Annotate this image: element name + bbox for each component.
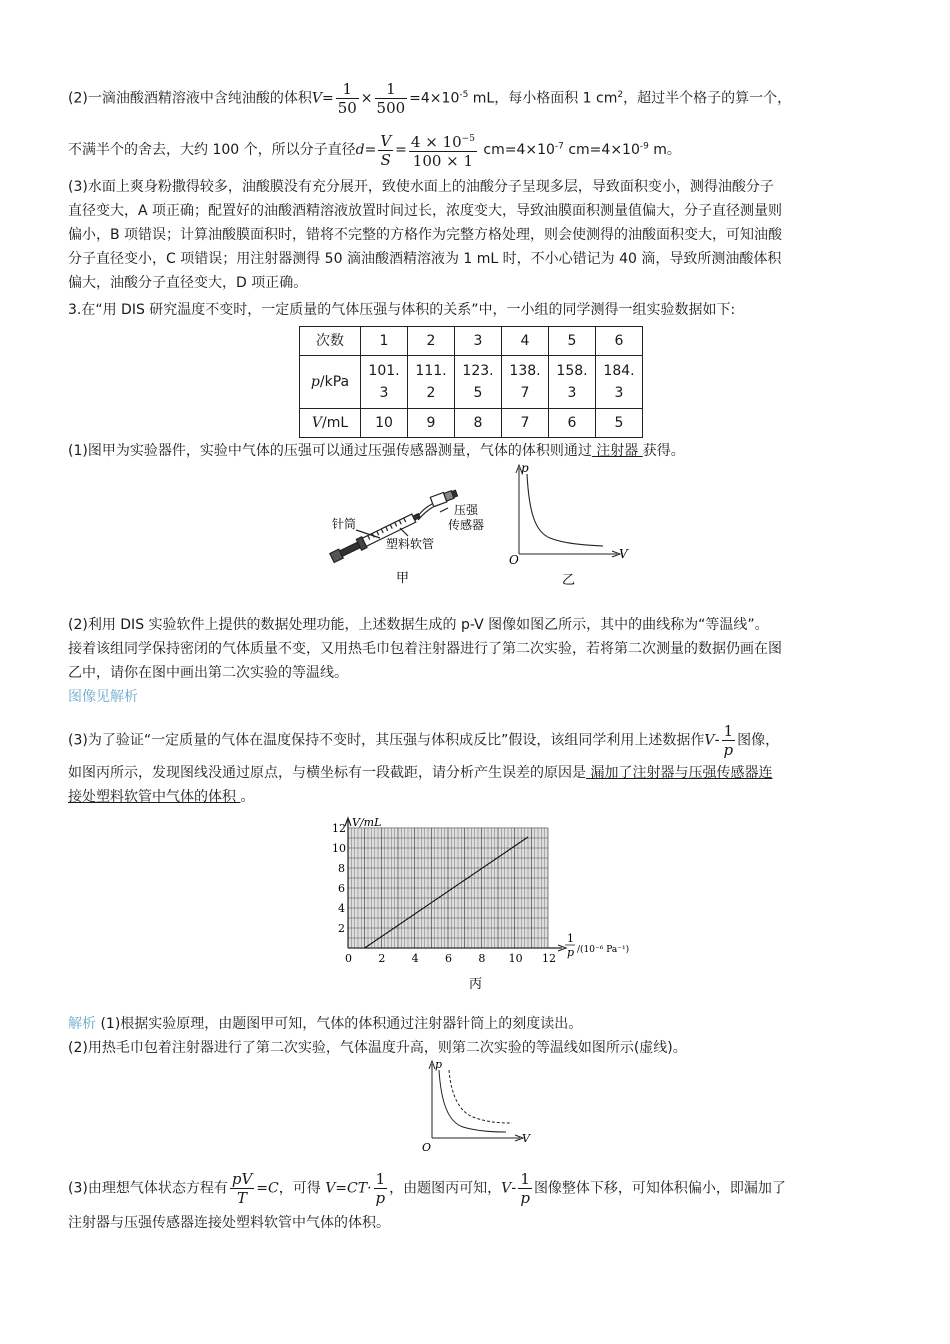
label-tube: 塑料软管 [386,537,435,551]
exponent: -5 [459,89,469,100]
label-V: V [522,1132,530,1145]
formula: V=CT· [325,1180,372,1197]
text: (1)根据实验原理，由题图甲可知，气体的体积通过注射器针筒上的刻度读出。 [96,1016,583,1032]
p2-line2 [68,130,681,170]
table-cell [408,356,455,409]
denominator: p [723,741,734,759]
text: = [256,1180,269,1197]
q3-s2-line [68,614,769,636]
exponent: -7 [554,141,564,152]
isotherm-curve [527,474,603,546]
denominator: p [375,1189,386,1207]
x-tick-label: 10 [508,952,523,965]
table-cell [596,356,643,409]
table-cell [455,356,502,409]
table-cell: 8 [455,409,502,438]
denominator: S [380,150,391,169]
y-axis-label: V/mL [352,816,382,829]
text: 。 [240,789,255,805]
text: 3 [567,385,577,401]
q3-s1 [68,440,685,462]
table-cell: 5 [549,327,596,356]
numerator: 1 [336,80,359,99]
table-cell: 9 [408,409,455,438]
table-cell [361,356,408,409]
x-tick-label: 0 [345,952,352,965]
sol-line2: (2)用热毛巾包着注射器进行了第二次实验，气体温度升高，则第二次实验的等温线如图所示(虚线)。 [68,1040,687,1056]
exponent: -9 [639,141,649,152]
label-O: O [509,553,519,567]
table-cell: 5 [596,409,643,438]
q3-intro: 3.在“用 DIS 研究温度不变时，一定质量的气体压强与体积的关系”中，一小组的同学测得一组实验数据如下: [68,302,736,318]
table-row [300,356,643,409]
text: (2)一滴油酸酒精溶液中含纯油酸的体积 [68,90,312,107]
p3-line: 直径变大，A 项正确；配置好的油酸酒精溶液放置时间过长，浓度变大，导致油膜面积测量值偏大，分子直径测量则 [68,203,783,219]
denominator: 100 × 1 [412,152,474,170]
denominator: 50 [337,99,357,117]
text: cm=4×10 [478,142,555,158]
text: (3)为了验证“一定质量的气体在温度保持不变时，其压强与体积成反比”假设，该组同学利用上述数据作 [68,732,705,749]
solution-label: 解析 [68,1016,96,1032]
text: 123. [462,363,494,379]
solution-pv-figure [418,1058,538,1156]
text: cm=4×10 [563,142,640,158]
label-O: O [422,1141,432,1154]
text: 3 [614,385,624,401]
table-header-cell [300,409,361,438]
text: 7 [520,385,530,401]
text: 184. [603,363,635,379]
table-cell: 10 [361,409,408,438]
numerator: V [380,131,392,150]
text: 5 [473,385,483,401]
q3-s2-line [68,638,782,660]
answer-blank: 漏加了注射器与压强传感器连 [586,765,773,781]
table-cell: 3 [455,327,502,356]
x-tick-label: 2 [378,952,386,965]
text: = [395,142,407,158]
caption-yi: 乙 [562,573,576,588]
sol-line3 [68,1170,786,1207]
text: /kPa [319,374,350,390]
exponent: 2 [617,89,624,100]
text: - [511,1180,517,1197]
text: ，可得 [278,1180,326,1197]
y-tick-label: 6 [338,882,345,895]
table-cell: 7 [502,409,549,438]
text: 158. [556,363,588,379]
fraction-4e-5-100 [409,130,477,170]
numerator: 1 [722,722,736,741]
table-row [300,409,643,438]
text: 3 [379,385,389,401]
text: ，超过半个格子的算一个， [623,90,792,107]
label-p: p [521,461,529,475]
numerator: 1 [374,1170,388,1189]
table-cell [502,356,549,409]
series-line [365,837,528,948]
text: 111. [415,363,447,379]
figure-bing-chart [300,812,660,994]
text: 图像整体下移，可知体积偏小，即漏加了 [533,1180,786,1197]
caption-jia: 甲 [396,571,410,586]
text: - [714,732,720,749]
var-V: V [311,90,322,107]
text: 如图丙所示，发现图线没通过原点，与横坐标有一段截距，请分析产生误差的原因是 [68,765,586,781]
label-V: V [619,547,628,561]
var-d: d [355,142,365,158]
p3-line: (3)水面上爽身粉撒得较多，油酸膜没有充分展开，致使水面上的油酸分子呈现多层，导致面积变小，测得油酸分子 [68,179,774,195]
text: (2)利用 DIS 实验软件上提供的数据处理功能，上述数据生成的 p-V 图像如图乙所示，其中的曲线称为“等温线”。 [68,617,769,633]
q3-s2-answer: 图像见解析 [68,689,138,705]
table-header-cell [300,356,361,409]
label-sensor2: 传感器 [448,518,485,532]
text: ，由题图丙可知， [389,1180,502,1197]
label-sensor1: 压强 [454,503,479,517]
y-tick-label: 8 [338,862,345,875]
data-table [299,326,643,438]
numerator: 1 [375,80,408,99]
denominator: T [237,1189,248,1207]
y-tick-label: 12 [332,822,346,835]
table-cell: 2 [408,327,455,356]
fraction-1-p [518,1170,532,1207]
table-cell: 6 [596,327,643,356]
var-C: C [268,1180,279,1197]
answer-blank: 接处塑料软管中气体的体积 [68,789,241,805]
var-V: V [704,732,715,749]
x-tick-label: 8 [478,952,486,965]
p3-line: 偏小，B 项错误；计算油酸膜面积时，错将不完整的方格作为完整方格处理，则会使测得的油酸面积变大，可知油酸 [68,227,783,243]
text: 接着该组同学保持密闭的气体质量不变，又用热毛巾包着注射器进行了第二次实验，若将第二次测量的数据仍画在图 [68,641,782,657]
y-tick-label: 4 [338,902,345,915]
var-p: p [310,374,320,390]
text: = [321,90,334,107]
q3-s2-line [68,662,348,684]
table-cell: 6 [549,409,596,438]
x-tick-label: 6 [445,952,452,965]
table-cell: 1 [361,327,408,356]
fraction-pV-T [230,1170,254,1207]
denominator: 500 [376,99,406,117]
var-V: V [311,415,322,431]
text: 获得。 [642,443,685,459]
text: 101. [368,363,400,379]
fraction-1-500 [375,80,408,117]
fraction-1-50 [336,80,359,117]
y-tick-label: 2 [338,922,345,935]
numerator [409,130,477,152]
fraction-1-p [722,722,736,759]
numerator: pV [231,1170,253,1188]
q3-s3-line3 [68,786,254,808]
text: 图像， [737,732,780,749]
table-row [300,327,643,356]
x-label-num: 1 [567,932,574,945]
numerator: 1 [518,1170,532,1189]
isotherm-first [439,1070,506,1132]
text: 138. [509,363,541,379]
sol-line1 [68,1013,582,1035]
p3-line: 分子直径变小，C 项错误；用注射器测得 50 滴油酸酒精溶液为 1 mL 时，不小心错记为 40 滴，导致所测油酸体积 [68,251,782,267]
exponent: −5 [461,134,475,144]
sol-line4: 注射器与压强传感器连接处塑料软管中气体的体积。 [68,1215,390,1231]
text: mL，每小格面积 1 cm [468,90,618,107]
figure-yi-pv [505,460,635,590]
text: (3)由理想气体状态方程有 [68,1180,228,1197]
p3-line: 偏大，油酸分子直径变大，D 项正确。 [68,275,308,291]
p2-line1 [68,80,791,117]
isotherm-second-dashed [449,1070,512,1123]
table-header-cell: 次数 [300,327,361,356]
chart-grid [348,828,548,948]
fraction-1-p [374,1170,388,1207]
fraction-V-S [378,132,393,169]
text: /mL [321,415,349,431]
text: 乙中，请你在图中画出第二次实验的等温线。 [68,665,348,681]
text: 2 [426,385,436,401]
x-label-unit: /(10⁻⁶ Pa⁻¹) [577,945,630,955]
denominator: p [520,1189,530,1207]
var-V: V [501,1180,512,1197]
text: m。 [648,142,681,158]
x-tick-label: 4 [411,952,419,965]
table-cell [549,356,596,409]
x-tick-label: 12 [542,952,556,965]
text: = [364,142,377,158]
table-cell: 4 [502,327,549,356]
x-label-den: p [567,946,575,959]
label-p: p [435,1058,443,1071]
y-tick-label: 10 [332,842,346,855]
text: (1)图甲为实验器件，实验中气体的压强可以通过压强传感器测量，气体的体积则通过 [68,443,592,459]
q3-s3-line1 [68,722,779,759]
text: × [360,90,373,107]
text: 4 × 10 [410,133,462,151]
label-needle: 针筒 [332,517,357,531]
figure-jia-syringe [320,478,510,590]
text: 不满半个的舍去，大约 100 个，所以分子直径 [68,142,356,158]
text: =4×10 [409,90,460,107]
caption-bing: 丙 [469,977,483,992]
answer-blank: 注射器 [591,443,643,459]
q3-s3-line2 [68,762,772,784]
